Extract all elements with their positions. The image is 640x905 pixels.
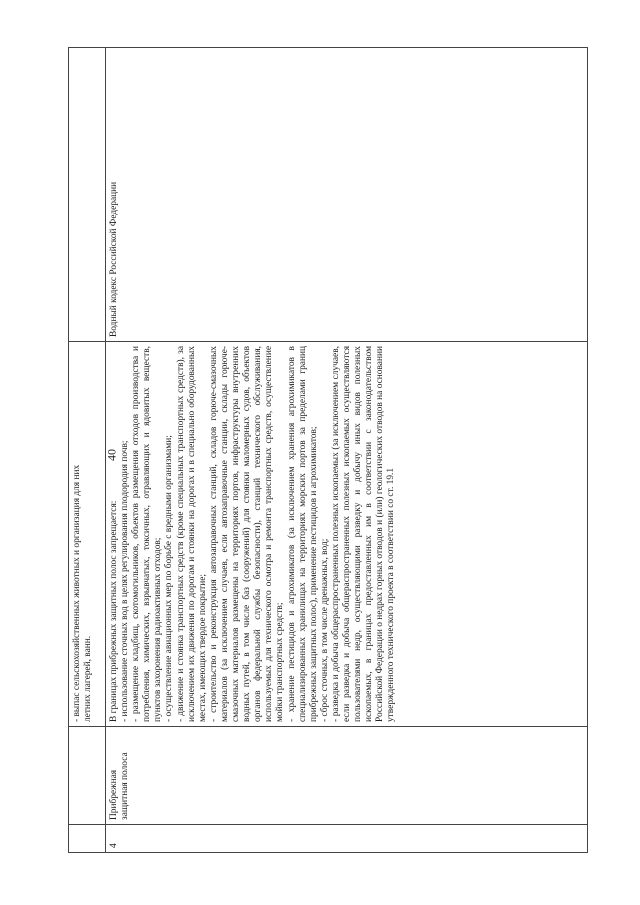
content-line: - использование сточных вод в целях регулирования плодородия почв; xyxy=(120,440,131,722)
cell-content-continued xyxy=(69,342,106,727)
table-row-continued xyxy=(69,48,106,853)
content-line: летних лагерей, ванн. xyxy=(83,635,94,722)
cell-name-empty xyxy=(69,727,106,825)
zone-name: Прибрежная защитная полоса xyxy=(106,727,588,825)
legal-source: Водный кодекс Российской Федерации xyxy=(106,48,588,342)
content-line: - строительство и реконструкция автозаправочных станций, складов горюче-смазочных материалов (за исключением случаев, если автозаправочные станции, склады горюче-смазочных материалов размещены на территориях портов, инфраструктуры внутренних водных путей, в том числе баз (сооружений) для стоянки маломерных судов, объектов органов федеральной службы безопасности), станций технического обслуживания, используемых для технического осмотра и ремонта транспортных средств, осуществление мойки транспортных средств; xyxy=(208,346,286,722)
table-row xyxy=(106,48,588,853)
zones-table xyxy=(68,47,588,853)
cell-source-empty xyxy=(69,48,106,342)
cell-number-empty xyxy=(69,825,106,853)
content-line: - размещение кладбищ, скотомогильников, объектов размещения отходов производства и потребления, химических, взрывчатых, токсичных, отравляющих и ядовитых веществ, пунктов захоронения радиоактивных отходов; xyxy=(131,346,164,722)
content-line: - выпас сельскохозяйственных животных и организация для них xyxy=(72,464,82,722)
content-line: - сброс сточных, в том числе дренажных, вод; xyxy=(319,538,330,722)
row-number: 4 xyxy=(106,825,588,853)
content-line: - осуществление авиационных мер по борьбе с вредными организмами; xyxy=(164,435,175,722)
content-line: - разведка и добыча общераспространенных полезных ископаемых (за исключением случаев, если разведка и добыча общераспространенных полезных ископаемых осуществляются пользователями недр, осуществляющими разведку и добычу иных видов полезных ископаемых, в границах предоставленных им в соответствии с законодательством Российской Федерации о недрах горных отводов и (или) геологических отводов на основании утвержденного технического проекта в соответствии со ст. 19.1 xyxy=(330,346,397,722)
content-line: - хранение пестицидов и агрохимикатов (за исключением хранения агрохимикатов в специализированных хранилищах на территориях морских портов за пределами границ прибрежных защитных полос), применение пестицидов и агрохимикатов; xyxy=(286,346,319,722)
content-line: - движение и стоянка транспортных средств (кроме специальных транспортных средств), за исключением их движения по дорогам и стоянки на дорогах и в специально оборудованных местах, имеющих твердое покрытие; xyxy=(175,346,208,722)
restrictions-cell xyxy=(106,342,588,727)
document-table-wrapper xyxy=(68,47,588,853)
page-number: 40 xyxy=(104,449,119,461)
content-line: В границах прибрежных защитных полос запрещается: xyxy=(109,500,119,722)
